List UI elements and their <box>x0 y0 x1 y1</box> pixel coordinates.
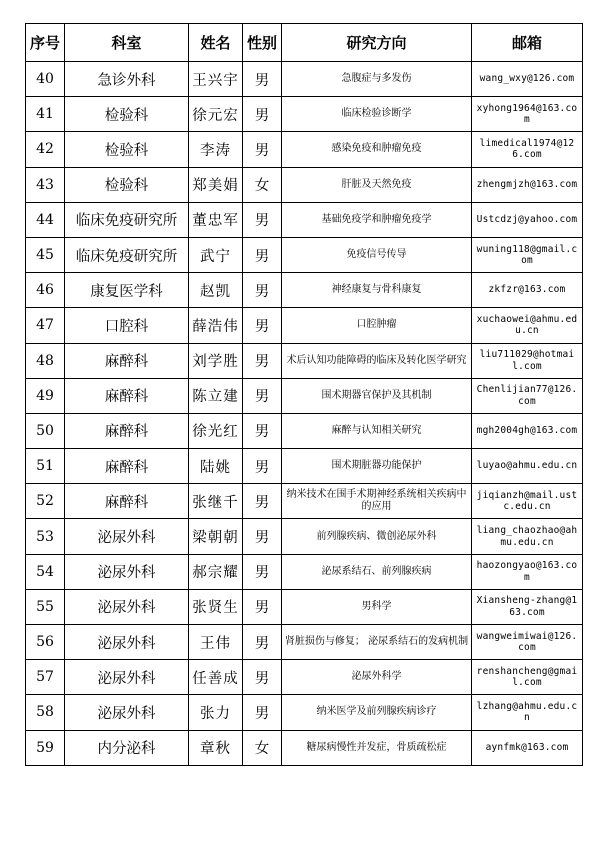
email-cell: lzhang@ahmu.edu.cn <box>472 695 583 730</box>
department-cell: 检验科 <box>65 132 189 167</box>
header-research: 研究方向 <box>282 24 472 62</box>
gender-cell: 女 <box>243 167 282 202</box>
name-cell: 张力 <box>189 695 243 730</box>
row-number-cell: 52 <box>26 484 65 519</box>
faculty-table <box>25 23 583 766</box>
row-number-cell: 59 <box>26 730 65 765</box>
gender-cell: 男 <box>243 97 282 132</box>
email-cell: liang_chaozhao@ahmu.edu.cn <box>472 519 583 554</box>
row-number-cell: 50 <box>26 413 65 448</box>
department-cell: 泌尿外科 <box>65 625 189 660</box>
gender-cell: 男 <box>243 449 282 484</box>
row-number-cell: 48 <box>26 343 65 378</box>
gender-cell: 男 <box>243 589 282 624</box>
email-cell: wuning118@gmail.com <box>472 237 583 272</box>
gender-cell: 男 <box>243 378 282 413</box>
gender-cell: 男 <box>243 519 282 554</box>
email-cell: liu711029@hotmail.com <box>472 343 583 378</box>
name-cell: 张继千 <box>189 484 243 519</box>
email-cell: jiqianzh@mail.ustc.edu.cn <box>472 484 583 519</box>
gender-cell: 男 <box>243 62 282 97</box>
department-cell: 麻醉科 <box>65 413 189 448</box>
research-direction-cell: 免疫信号传导 <box>282 237 472 272</box>
name-cell: 武宁 <box>189 237 243 272</box>
name-cell: 陈立建 <box>189 378 243 413</box>
row-number-cell: 42 <box>26 132 65 167</box>
table-row <box>26 413 583 448</box>
department-cell: 麻醉科 <box>65 343 189 378</box>
research-direction-cell: 泌尿外科学 <box>282 660 472 695</box>
email-cell: mgh2004gh@163.com <box>472 413 583 448</box>
email-cell: haozongyao@163.com <box>472 554 583 589</box>
row-number-cell: 58 <box>26 695 65 730</box>
name-cell: 张贤生 <box>189 589 243 624</box>
gender-cell: 女 <box>243 730 282 765</box>
row-number-cell: 55 <box>26 589 65 624</box>
table-row <box>26 378 583 413</box>
table-row <box>26 237 583 272</box>
table-row <box>26 554 583 589</box>
research-direction-cell: 纳米医学及前列腺疾病诊疗 <box>282 695 472 730</box>
name-cell: 任善成 <box>189 660 243 695</box>
department-cell: 泌尿外科 <box>65 554 189 589</box>
table-row <box>26 62 583 97</box>
email-cell: wangweimiwai@126.com <box>472 625 583 660</box>
row-number-cell: 40 <box>26 62 65 97</box>
name-cell: 郝宗耀 <box>189 554 243 589</box>
row-number-cell: 53 <box>26 519 65 554</box>
department-cell: 泌尿外科 <box>65 519 189 554</box>
research-direction-cell: 肝脏及天然免疫 <box>282 167 472 202</box>
research-direction-cell: 临床检验诊断学 <box>282 97 472 132</box>
department-cell: 检验科 <box>65 97 189 132</box>
email-cell: limedical1974@126.com <box>472 132 583 167</box>
research-direction-cell: 感染免疫和肿瘤免疫 <box>282 132 472 167</box>
email-cell: Xiansheng-zhang@163.com <box>472 589 583 624</box>
name-cell: 郑美娟 <box>189 167 243 202</box>
table-body <box>26 62 583 766</box>
table-row <box>26 167 583 202</box>
name-cell: 徐光红 <box>189 413 243 448</box>
row-number-cell: 57 <box>26 660 65 695</box>
row-number-cell: 45 <box>26 237 65 272</box>
email-cell: aynfmk@163.com <box>472 730 583 765</box>
name-cell: 章秋 <box>189 730 243 765</box>
name-cell: 王兴宇 <box>189 62 243 97</box>
name-cell: 董忠军 <box>189 202 243 237</box>
table-row <box>26 730 583 765</box>
table-row <box>26 449 583 484</box>
research-direction-cell: 糖尿病慢性并发症，骨质疏松症 <box>282 730 472 765</box>
name-cell: 刘学胜 <box>189 343 243 378</box>
row-number-cell: 44 <box>26 202 65 237</box>
table-row <box>26 273 583 308</box>
table-row <box>26 343 583 378</box>
department-cell: 麻醉科 <box>65 449 189 484</box>
name-cell: 薛浩伟 <box>189 308 243 343</box>
header-gender: 性别 <box>243 24 282 62</box>
department-cell: 内分泌科 <box>65 730 189 765</box>
name-cell: 徐元宏 <box>189 97 243 132</box>
name-cell: 王伟 <box>189 625 243 660</box>
table-header-row <box>26 24 583 62</box>
email-cell: renshancheng@gmail.com <box>472 660 583 695</box>
email-cell: Chenlijian77@126.com <box>472 378 583 413</box>
gender-cell: 男 <box>243 660 282 695</box>
department-cell: 麻醉科 <box>65 378 189 413</box>
gender-cell: 男 <box>243 413 282 448</box>
research-direction-cell: 男科学 <box>282 589 472 624</box>
department-cell: 麻醉科 <box>65 484 189 519</box>
row-number-cell: 46 <box>26 273 65 308</box>
research-direction-cell: 神经康复与骨科康复 <box>282 273 472 308</box>
email-cell: zhengmjzh@163.com <box>472 167 583 202</box>
row-number-cell: 54 <box>26 554 65 589</box>
table-row <box>26 625 583 660</box>
department-cell: 口腔科 <box>65 308 189 343</box>
research-direction-cell: 肾脏损伤与修复； 泌尿系结石的发病机制 <box>282 625 472 660</box>
research-direction-cell: 急腹症与多发伤 <box>282 62 472 97</box>
research-direction-cell: 前列腺疾病、微创泌尿外科 <box>282 519 472 554</box>
department-cell: 泌尿外科 <box>65 695 189 730</box>
gender-cell: 男 <box>243 237 282 272</box>
table-row <box>26 660 583 695</box>
table-row <box>26 484 583 519</box>
name-cell: 李涛 <box>189 132 243 167</box>
gender-cell: 男 <box>243 695 282 730</box>
row-number-cell: 43 <box>26 167 65 202</box>
email-cell: wang_wxy@126.com <box>472 62 583 97</box>
email-cell: Ustcdzj@yahoo.com <box>472 202 583 237</box>
table-row <box>26 519 583 554</box>
table-row <box>26 202 583 237</box>
department-cell: 临床免疫研究所 <box>65 202 189 237</box>
table-row <box>26 132 583 167</box>
department-cell: 泌尿外科 <box>65 660 189 695</box>
name-cell: 陆姚 <box>189 449 243 484</box>
research-direction-cell: 纳米技术在围手术期神经系统相关疾病中的应用 <box>282 484 472 519</box>
row-number-cell: 56 <box>26 625 65 660</box>
header-dept: 科室 <box>65 24 189 62</box>
gender-cell: 男 <box>243 202 282 237</box>
research-direction-cell: 围术期脏器功能保护 <box>282 449 472 484</box>
department-cell: 康复医学科 <box>65 273 189 308</box>
department-cell: 临床免疫研究所 <box>65 237 189 272</box>
research-direction-cell: 泌尿系结石、前列腺疾病 <box>282 554 472 589</box>
gender-cell: 男 <box>243 308 282 343</box>
research-direction-cell: 麻醉与认知相关研究 <box>282 413 472 448</box>
table-row <box>26 589 583 624</box>
table-row <box>26 97 583 132</box>
email-cell: zkfzr@163.com <box>472 273 583 308</box>
table-row <box>26 695 583 730</box>
research-direction-cell: 术后认知功能障碍的临床及转化医学研究 <box>282 343 472 378</box>
research-direction-cell: 基础免疫学和肿瘤免疫学 <box>282 202 472 237</box>
table-row <box>26 308 583 343</box>
gender-cell: 男 <box>243 625 282 660</box>
gender-cell: 男 <box>243 554 282 589</box>
email-cell: xuchaowei@ahmu.edu.cn <box>472 308 583 343</box>
research-direction-cell: 口腔肿瘤 <box>282 308 472 343</box>
research-direction-cell: 围术期器官保护及其机制 <box>282 378 472 413</box>
header-email: 邮箱 <box>472 24 583 62</box>
row-number-cell: 41 <box>26 97 65 132</box>
department-cell: 检验科 <box>65 167 189 202</box>
gender-cell: 男 <box>243 484 282 519</box>
email-cell: luyao@ahmu.edu.cn <box>472 449 583 484</box>
row-number-cell: 49 <box>26 378 65 413</box>
header-num: 序号 <box>26 24 65 62</box>
gender-cell: 男 <box>243 343 282 378</box>
email-cell: xyhong1964@163.com <box>472 97 583 132</box>
row-number-cell: 51 <box>26 449 65 484</box>
gender-cell: 男 <box>243 273 282 308</box>
header-name: 姓名 <box>189 24 243 62</box>
name-cell: 梁朝朝 <box>189 519 243 554</box>
department-cell: 泌尿外科 <box>65 589 189 624</box>
gender-cell: 男 <box>243 132 282 167</box>
department-cell: 急诊外科 <box>65 62 189 97</box>
name-cell: 赵凯 <box>189 273 243 308</box>
row-number-cell: 47 <box>26 308 65 343</box>
